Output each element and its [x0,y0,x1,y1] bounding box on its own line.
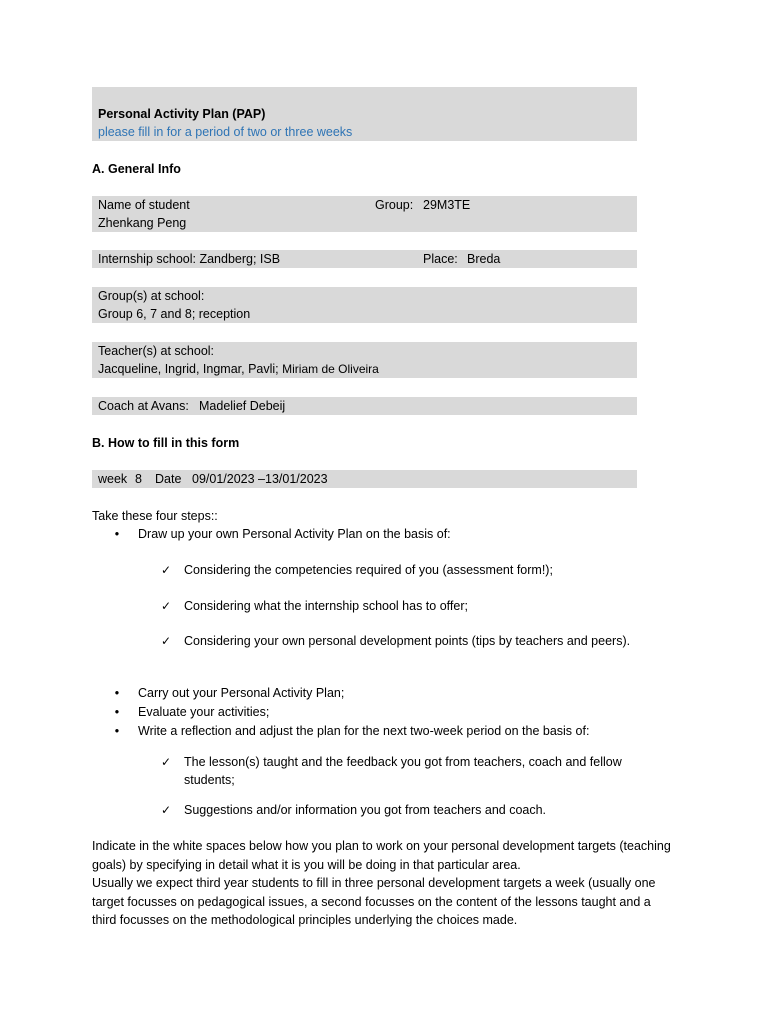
bullet-icon: • [114,527,120,541]
section-a-heading: A. General Info [92,162,181,176]
groups-value: Group 6, 7 and 8; reception [98,307,251,321]
teachers-label: Teacher(s) at school: [98,344,215,358]
place-label: Place: [423,252,458,266]
check-item: Considering your own personal development points (tips by teachers and peers). [184,634,631,648]
check-item: Considering what the internship school has to offer; [184,599,468,613]
form-subtitle: please fill in for a period of two or three weeks [98,125,353,139]
check-icon: ✓ [160,803,172,817]
bullet-icon: • [114,705,120,719]
closing-paragraph-2: Usually we expect third year students to fill in three personal development targets a week (usually one target focusses on pedagogical issues, a second focusses on the content of the lessons taught and a third focusses on the methodological principles underlying the choices made. [92,876,656,927]
check-item: Considering the competencies required of you (assessment form!); [184,563,553,577]
check-icon: ✓ [160,563,172,577]
date-value: 09/01/2023 –13/01/2023 [192,472,328,486]
check-icon: ✓ [160,634,172,648]
header-box [92,87,637,141]
coach-box [92,397,637,415]
student-name-value: Zhenkang Peng [98,216,187,230]
check-item: The lesson(s) taught and the feedback you got from teachers, coach and fellow students; [184,755,622,787]
step-2-text: Carry out your Personal Activity Plan; [138,686,345,700]
week-label: week [98,472,128,486]
coach-label: Coach at Avans: [98,399,189,413]
groups-label: Group(s) at school: [98,289,205,303]
closing-paragraph-1: Indicate in the white spaces below how you plan to work on your personal development targets (teaching goals) by specifying in detail what it is you will be doing in that particular area. [92,839,671,872]
coach-value: Madelief Debeij [199,399,286,413]
form-title: Personal Activity Plan (PAP) [98,107,266,121]
teachers-value-extra: Miriam de Oliveira [282,362,379,376]
internship-box [92,250,637,268]
internship-school: Internship school: Zandberg; ISB [98,252,281,266]
teachers-value-main: Jacqueline, Ingrid, Ingmar, Pavli; [98,362,279,376]
date-label: Date [155,472,182,486]
check-icon: ✓ [160,599,172,613]
group-value: 29M3TE [423,198,471,212]
place-value: Breda [467,252,501,266]
student-box [92,196,637,232]
teachers-value [98,360,379,378]
week-box [92,470,637,488]
check-icon: ✓ [160,755,172,769]
section-b-heading: B. How to fill in this form [92,436,240,450]
bullet-icon: • [114,724,120,738]
groups-box [92,287,637,323]
group-label: Group: [375,198,414,212]
bullet-icon: • [114,686,120,700]
week-value: 8 [135,472,142,486]
teachers-box [92,342,637,378]
steps-intro: Take these four steps:: [92,509,218,523]
check-item: Suggestions and/or information you got from teachers and coach. [184,803,547,817]
step-1-text: Draw up your own Personal Activity Plan on the basis of: [138,527,451,541]
step-4-text: Write a reflection and adjust the plan for the next two-week period on the basis of: [138,724,590,738]
student-name-label: Name of student [98,198,190,212]
step-3-text: Evaluate your activities; [138,705,270,719]
